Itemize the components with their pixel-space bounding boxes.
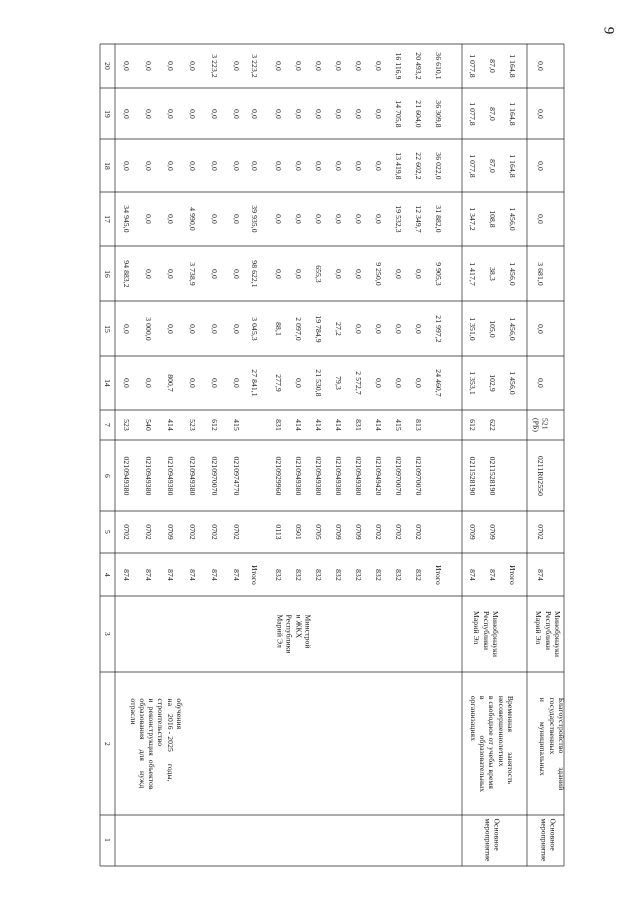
table-cell: 0210929960 (273, 456, 283, 496)
table-cell: 0,0 (313, 214, 323, 224)
table-cell: 0,0 (187, 378, 197, 388)
table-cell: 832 (313, 569, 323, 581)
table-cell: 0,0 (293, 109, 303, 119)
table-cell: 0,0 (143, 161, 153, 171)
table-cell: 0,0 (209, 324, 219, 334)
table-cell: 874 (209, 569, 219, 581)
table-cell: 0709 (467, 524, 477, 540)
table-cell: 0501 (293, 524, 303, 540)
table-cell: 0,0 (373, 61, 383, 71)
table-cell: 0,0 (143, 61, 153, 71)
table-cell: 1 164,8 (507, 154, 517, 178)
table-cell: 0210970070 (209, 456, 219, 496)
table-cell: 0,0 (209, 161, 219, 171)
table-cell: 0211528190 (467, 456, 477, 496)
table-cell: 0210949380 (165, 456, 175, 496)
table-cell: 1 164,8 (507, 54, 517, 78)
table-cell: 0,0 (121, 109, 131, 119)
table-cell: 813 (413, 419, 423, 431)
table-cell: 0,0 (187, 61, 197, 71)
table-cell: 0210949420 (373, 456, 383, 496)
table-cell: 0,0 (313, 61, 323, 71)
table-cell: 414 (293, 419, 303, 431)
table-cell: 831 (273, 419, 283, 431)
table-cell: 0,0 (209, 378, 219, 388)
table-cell: 0,0 (333, 109, 343, 119)
table-cell: 14 705,8 (393, 100, 403, 128)
block1-description: обучения на 2016 - 2025 годы, строительство и реконструкция объектов образования для нужд отрасли (128, 698, 184, 790)
table-cell: 0,0 (373, 324, 383, 334)
table-cell: 415 (393, 419, 403, 431)
table-cell: 0,0 (143, 109, 153, 119)
block1-responsible-minstroy: Минстрой и ЖКХ Республики Марий Эл (275, 614, 313, 654)
table-cell: 0210970070 (413, 456, 423, 496)
table-cell: 3 681,0 (535, 262, 545, 286)
table-cell: 36 610,1 (433, 52, 443, 80)
table-cell: 0702 (393, 524, 403, 540)
header-col-16: 16 (102, 270, 112, 278)
table-cell: 87,0 (487, 107, 497, 121)
table-cell: 521 (РБ) (531, 417, 550, 433)
header-col-2: 2 (102, 742, 112, 746)
table-cell: 0,0 (353, 324, 363, 334)
table-cell: 0,0 (273, 109, 283, 119)
table-cell: 36 309,8 (433, 100, 443, 128)
table-cell: 0,0 (231, 269, 241, 279)
table-cell: 0,0 (273, 161, 283, 171)
table-cell: 0,0 (143, 269, 153, 279)
table-cell: 0709 (333, 524, 343, 540)
table-cell: 1 456,0 (507, 371, 517, 395)
table-cell: 0,0 (535, 61, 545, 71)
table-cell: 0,0 (535, 214, 545, 224)
table-cell: 22 602,2 (413, 152, 423, 180)
block3-type: Основное мероприятие (539, 818, 558, 862)
table-cell: 1 077,8 (467, 154, 477, 178)
table-cell: 87,0 (487, 159, 497, 173)
table-cell: 0,0 (353, 109, 363, 119)
table-cell: 1 351,0 (467, 317, 477, 341)
block2-description: Временная занятость несовершеннолетних в свободное от учебы время в образовательных организациях (469, 695, 516, 793)
table-cell: 832 (273, 569, 283, 581)
table-cell: 0,0 (333, 214, 343, 224)
table-cell: 612 (467, 419, 477, 431)
table-cell: 34 945,0 (121, 205, 131, 233)
table-cell: 0,0 (313, 109, 323, 119)
table-cell: 832 (413, 569, 423, 581)
table-cell: 415 (231, 419, 241, 431)
table-cell: 102,9 (487, 374, 497, 392)
table-cell: 21 997,2 (433, 315, 443, 343)
block2-responsible: Минобрнауки Республики Марий Эл (472, 610, 500, 658)
table-cell: 831 (353, 419, 363, 431)
table-cell: 612 (209, 419, 219, 431)
table-cell: 105,0 (487, 320, 497, 338)
table-cell: 1 456,0 (507, 262, 517, 286)
table-cell: 0702 (413, 524, 423, 540)
table-cell: 0,0 (165, 109, 175, 119)
table-cell: 0,0 (535, 378, 545, 388)
table-cell: 87,0 (487, 59, 497, 73)
table-cell: 0,0 (187, 109, 197, 119)
table-cell: 540 (143, 419, 153, 431)
table-cell: 0,0 (121, 61, 131, 71)
table-cell: 0,0 (373, 214, 383, 224)
header-col-19: 19 (102, 110, 112, 118)
table-cell: 0210949380 (333, 456, 343, 496)
table-cell: 414 (313, 419, 323, 431)
table-cell: 1 077,8 (467, 102, 477, 126)
table-cell: 0,0 (413, 269, 423, 279)
table-cell: 0210949380 (187, 456, 197, 496)
table-cell: 523 (187, 419, 197, 431)
table-cell: 1 417,7 (467, 262, 477, 286)
table-cell: 0,0 (293, 214, 303, 224)
table-cell: 0702 (231, 524, 241, 540)
table-cell: 874 (143, 569, 153, 581)
table-cell: 832 (373, 569, 383, 581)
table-cell: 0,0 (231, 378, 241, 388)
table-cell: 655,3 (313, 265, 323, 283)
table-cell: 0,0 (353, 269, 363, 279)
table-cell: 0210949380 (353, 456, 363, 496)
table-cell: 0,0 (413, 378, 423, 388)
block2-type: Основное мероприятие (483, 818, 502, 862)
header-col-14: 14 (102, 379, 112, 387)
table-cell: 0,0 (165, 324, 175, 334)
table-cell: 832 (353, 569, 363, 581)
table-cell: 16 116,9 (393, 52, 403, 80)
header-col-7: 7 (102, 423, 112, 427)
table-cell: 1 353,1 (467, 371, 477, 395)
table-cell: 0,0 (165, 269, 175, 279)
table-cell: 874 (165, 569, 175, 581)
table-cell: 2 572,7 (353, 371, 363, 395)
table-cell: 3 738,9 (187, 262, 197, 286)
table-cell: 1 456,0 (507, 207, 517, 231)
table-cell: 0,0 (187, 161, 197, 171)
table-cell: 414 (373, 419, 383, 431)
table-cell: 0210970070 (393, 456, 403, 496)
table-cell: Итого (249, 565, 259, 585)
table-cell: 21 530,8 (313, 369, 323, 397)
table-cell: 0709 (487, 524, 497, 540)
header-col-6: 6 (102, 474, 112, 478)
table-cell: 0705 (313, 524, 323, 540)
block3-description: Благоустройство зданий государственных и муниципальных (538, 697, 566, 791)
table-cell: 38,3 (487, 267, 497, 281)
table-cell: 0,0 (333, 161, 343, 171)
table-cell: 0,0 (293, 161, 303, 171)
table-cell: 108,8 (487, 210, 497, 228)
table-cell: 0702 (187, 524, 197, 540)
table-cell: 0,0 (535, 324, 545, 334)
table-cell: 832 (333, 569, 343, 581)
table-cell: 0702 (373, 524, 383, 540)
table-cell: 622 (487, 419, 497, 431)
table-cell: 874 (467, 569, 477, 581)
table-cell: 0,0 (273, 269, 283, 279)
table-cell: 0702 (121, 524, 131, 540)
table-cell: 0,0 (143, 378, 153, 388)
table-cell: 9 905,3 (433, 262, 443, 286)
table-cell: 0,0 (121, 324, 131, 334)
page-number: 9 (600, 26, 617, 35)
table-cell: 0,0 (373, 109, 383, 119)
table-cell: 0,0 (209, 269, 219, 279)
table-cell: 0,0 (273, 214, 283, 224)
header-col-18: 18 (102, 162, 112, 170)
table-cell: 79,3 (333, 376, 343, 390)
table-cell: 2 097,0 (293, 317, 303, 341)
table-cell: 0,0 (231, 109, 241, 119)
table-cell: 0,0 (333, 269, 343, 279)
table-cell: 3 045,3 (249, 317, 259, 341)
table-cell: 27 841,1 (249, 369, 259, 397)
table-cell: 0,0 (413, 324, 423, 334)
header-col-20: 20 (102, 62, 112, 70)
table-cell: 0,0 (209, 109, 219, 119)
table-cell: 0,0 (249, 109, 259, 119)
table-cell: 0,0 (293, 269, 303, 279)
table-cell: 1 347,2 (467, 207, 477, 231)
table-cell: 874 (231, 569, 241, 581)
table-cell: 0,0 (231, 61, 241, 71)
table-cell: 20 493,2 (413, 52, 423, 80)
table-cell: 3 223,2 (249, 54, 259, 78)
table-cell: 0210974770 (231, 456, 241, 496)
table-cell: 0,0 (165, 61, 175, 71)
table-cell: Итого (433, 565, 443, 585)
table-cell: 0,0 (231, 214, 241, 224)
table-cell: 98 622,1 (249, 260, 259, 288)
table-cell: 0210949380 (293, 456, 303, 496)
table-cell: 0,0 (293, 378, 303, 388)
table-cell: 832 (393, 569, 403, 581)
header-col-5: 5 (102, 530, 112, 534)
table-cell: 21 604,0 (413, 100, 423, 128)
table-cell: 13 419,8 (393, 152, 403, 180)
table-cell: 832 (293, 569, 303, 581)
table-cell: 0210949380 (121, 456, 131, 496)
table-cell: 0,0 (353, 214, 363, 224)
table-cell: 874 (187, 569, 197, 581)
table-cell: 800,7 (165, 374, 175, 392)
table-cell: 874 (535, 569, 545, 581)
table-cell: 39 935,0 (249, 205, 259, 233)
table-cell: 0702 (209, 524, 219, 540)
table-cell: 0113 (273, 524, 283, 540)
table-cell: 0,0 (373, 161, 383, 171)
table-cell: 3 223,2 (209, 54, 219, 78)
header-col-3: 3 (102, 632, 112, 636)
table-cell: 874 (487, 569, 497, 581)
block3-responsible: Минобрнауки Республики Марий Эл (534, 610, 562, 658)
table-cell: 31 882,0 (433, 205, 443, 233)
table-cell: 94 883,2 (121, 260, 131, 288)
table-cell: 0,0 (393, 269, 403, 279)
table-cell: 88,1 (273, 322, 283, 336)
table-cell: 0,0 (333, 61, 343, 71)
table-cell: 0,0 (293, 61, 303, 71)
table-cell: 1 077,8 (467, 54, 477, 78)
header-col-1: 1 (102, 838, 112, 842)
table-cell: 0702 (143, 524, 153, 540)
table-cell: 0,0 (249, 161, 259, 171)
table-cell: 0,0 (535, 109, 545, 119)
table-cell: 0709 (353, 524, 363, 540)
table-cell: 27,2 (333, 322, 343, 336)
table-cell: 0,0 (165, 214, 175, 224)
table-cell: 19 784,9 (313, 315, 323, 343)
table-cell: 0,0 (313, 161, 323, 171)
table-cell: 9 250,0 (373, 262, 383, 286)
table-cell: 874 (121, 569, 131, 581)
table-cell: 1 456,0 (507, 317, 517, 341)
table-cell: 0,0 (373, 378, 383, 388)
table-cell: 0,0 (231, 161, 241, 171)
table-cell: 0702 (535, 524, 545, 540)
table-cell: 0,0 (143, 214, 153, 224)
table-cell: 0,0 (165, 161, 175, 171)
table-cell: 24 460,7 (433, 369, 443, 397)
table-cell: 0,0 (231, 324, 241, 334)
header-col-15: 15 (102, 325, 112, 333)
table-cell: 0210949380 (143, 456, 153, 496)
table-cell: 0211R02550 (535, 456, 545, 496)
header-col-4: 4 (102, 573, 112, 577)
table-cell: 1 164,8 (507, 102, 517, 126)
table-cell: 414 (333, 419, 343, 431)
table-cell: 0211528190 (487, 456, 497, 496)
table-cell: 0,0 (209, 214, 219, 224)
table-cell: 0,0 (353, 61, 363, 71)
table-cell: 0,0 (353, 161, 363, 171)
table-cell: 3 000,0 (143, 317, 153, 341)
table-cell: 36 022,0 (433, 152, 443, 180)
table-cell: 0,0 (393, 378, 403, 388)
table-cell: 0,0 (121, 378, 131, 388)
table-cell: 19 532,3 (393, 205, 403, 233)
table-cell: 0,0 (121, 161, 131, 171)
table-cell: 4 990,0 (187, 207, 197, 231)
table-cell: 12 349,7 (413, 205, 423, 233)
table-cell: 277,9 (273, 374, 283, 392)
table-cell: 0,0 (187, 324, 197, 334)
table-cell: Итого (507, 565, 517, 585)
table-cell: 0,0 (273, 61, 283, 71)
table-cell: 0210949380 (313, 456, 323, 496)
table-cell: 0,0 (393, 324, 403, 334)
header-col-17: 17 (102, 215, 112, 223)
table-cell: 523 (121, 419, 131, 431)
table-cell: 0,0 (535, 161, 545, 171)
table-cell: 0709 (165, 524, 175, 540)
table-cell: 414 (165, 419, 175, 431)
